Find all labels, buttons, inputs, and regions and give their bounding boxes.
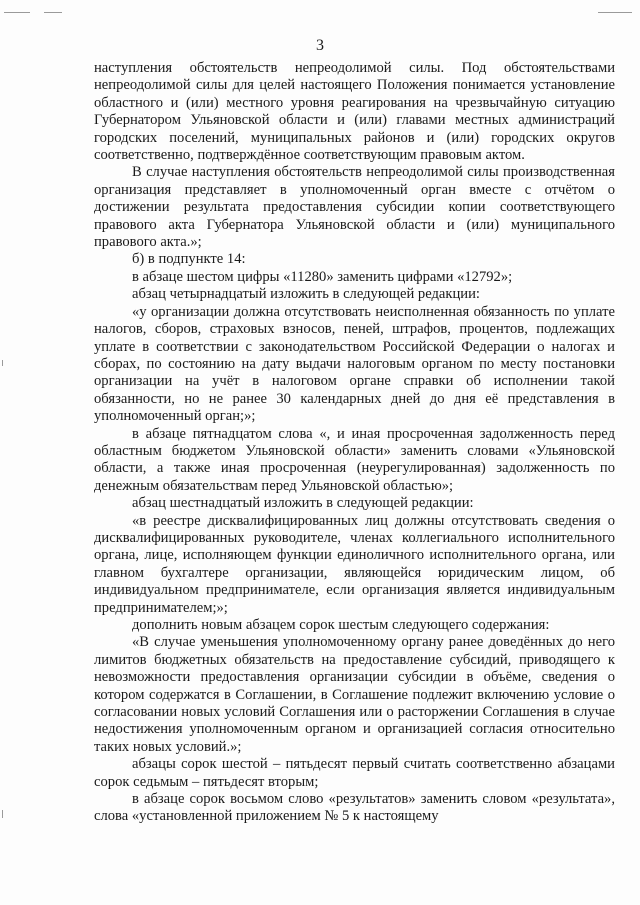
paragraph: в абзаце пятнадцатом слова «, и иная просроченная задолженность перед областным бюджетом Ульяновской области» заменить словами «Ульяновской области, а также иная просроченная (неурегулированная) задолженность по денежным обязательствам перед Ульяновской областью»; [94,425,615,494]
scan-edge-mark [2,810,3,818]
scan-edge-mark [4,12,30,13]
paragraph: в абзаце сорок восьмом слово «результатов» заменить словом «результата», слова «установленной приложением № 5 к настоящему [94,791,615,825]
paragraph: «В случае уменьшения уполномоченному органу ранее доведённых до него лимитов бюджетных обязательств на предоставление субсидий, приводящего к невозможности предоставления организации субсидии в объёме, сведения о котором содержатся в Соглашении, в Соглашение подлежит включению условие о согласовании новых условий Соглашения или о расторжении Соглашения в случае недостижения уполномоченным органом и организацией согласия относительно таких новых условий.»; [94,634,615,755]
scan-edge-mark [598,12,632,13]
paragraph: абзацы сорок шестой – пятьдесят первый считать соответственно абзацами сорок седьмым – пятьдесят вторым; [94,756,615,790]
paragraph: дополнить новым абзацем сорок шестым следующего содержания: [132,617,550,633]
paragraph: В случае наступления обстоятельств непреодолимой силы производственная организация представляет в уполномоченный орган вместе с отчётом о достижении результата предоставления субсидии копии соответствующего правового акта Губернатора Ульяновской области и (или) муниципального правового акта.»; [94,164,615,251]
paragraph: абзац шестнадцатый изложить в следующей редакции: [132,495,474,512]
document-body [94,60,615,826]
paragraph: б) в подпункте 14: [132,251,246,268]
paragraph: в абзаце шестом цифры «11280» заменить цифрами «12792»; [132,268,513,285]
paragraph: «в реестре дисквалифицированных лиц должны отсутствовать сведения о дисквалифицированных руководителе, членах коллегиального исполнительного органа, лице, исполняющем функции единоличного исполнительного органа, или главном бухгалтере организации, являющейся юридическим лицом, об индивидуальном предпринимателе, если организация является индивидуальным предпринимателем;»; [94,512,615,616]
scan-edge-mark [2,360,3,366]
scan-edge-mark [44,12,62,13]
page-number: 3 [316,37,324,54]
paragraph: наступления обстоятельств непреодолимой силы. Под обстоятельствами непреодолимой силы для целей настоящего Положения понимается установление областного и (или) местного уровня реагирования на чрезвычайную ситуацию Губернатором Ульяновской области и (или) главами местных администраций городских поселений, муниципальных районов и (или) городских округов соответственно, подтверждённое соответствующим правовым актом. [94,60,615,164]
paragraph: «у организации должна отсутствовать неисполненная обязанность по уплате налогов, сборов, страховых взносов, пеней, штрафов, процентов, подлежащих уплате в соответствии с законодательством Российской Федерации о налогах и сборах, по состоянию на дату выдачи налоговым органом по месту постановки организации на учёт в налоговом органе справки об исполнении такой обязанности, но не ранее 30 календарных дней до дня её представления в уполномоченный орган;»; [94,303,615,425]
paragraph: абзац четырнадцатый изложить в следующей редакции: [132,286,480,303]
